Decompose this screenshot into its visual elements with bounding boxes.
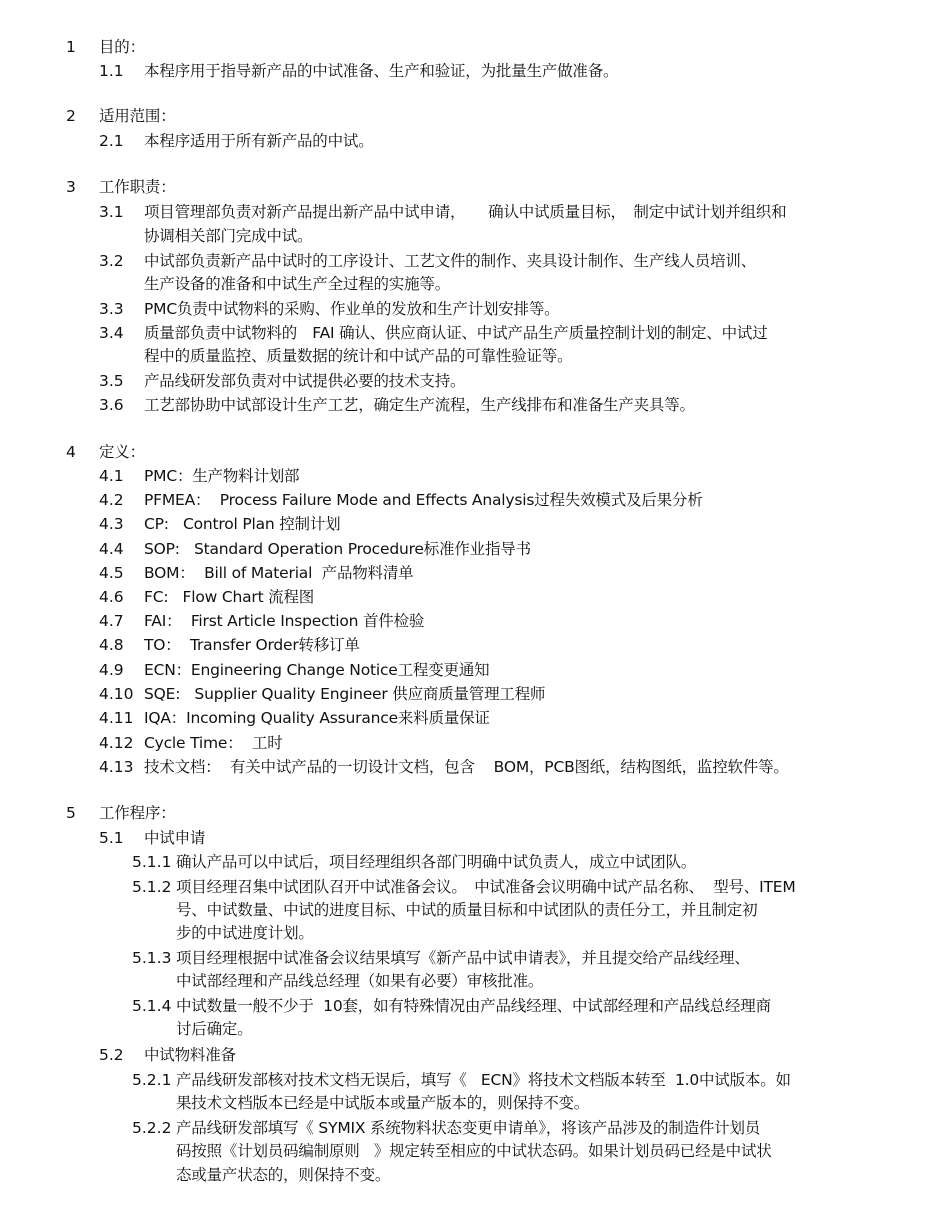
definition-text: PMC：生产物料计划部 (144, 467, 300, 485)
item-number: 5.1.1 (132, 853, 172, 871)
definition-text: SOP: Standard Operation Procedure标准作业指导书 (144, 540, 531, 558)
item-number: 1.1 (99, 62, 124, 80)
item-text: 生产设备的准备和中试生产全过程的实施等。 (144, 275, 451, 293)
section-number: 2 (66, 107, 76, 125)
item-text: 产品线研发部负责对中试提供必要的技术支持。 (144, 372, 466, 390)
item-text: 项目经理召集中试团队召开中试准备会议。 中试准备会议明确中试产品名称、 型号、ITEM (176, 878, 796, 896)
item-text: 中试数量一般不少于 10套，如有特殊情况由产品线经理、中试部经理和产品线总经理商 (176, 997, 771, 1015)
item-text: 码按照《计划员码编制原则 》规定转至相应的中试状态码。如果计划员码已经是中试状 (176, 1142, 772, 1160)
section-number: 1 (66, 38, 76, 56)
item-number: 3.5 (99, 372, 124, 390)
definition-number: 4.7 (99, 612, 124, 630)
definition-number: 4.5 (99, 564, 124, 582)
item-text: 确认产品可以中试后，项目经理组织各部门明确中试负责人，成立中试团队。 (176, 853, 697, 871)
item-text: 中试部经理和产品线总经理（如果有必要）审核批准。 (176, 972, 544, 990)
section-number: 5 (66, 804, 76, 822)
definition-number: 4.11 (99, 709, 134, 727)
item-text: 质量部负责中试物料的 FAI 确认、供应商认证、中试产品生产质量控制计划的制定、中试过 (144, 324, 768, 342)
definition-text: BOM： Bill of Material 产品物料清单 (144, 564, 414, 582)
subsection-title: 中试物料准备 (144, 1046, 236, 1064)
definition-text: SQE: Supplier Quality Engineer 供应商质量管理工程师 (144, 685, 546, 703)
item-text: 协调相关部门完成中试。 (144, 227, 313, 245)
item-text: 产品线研发部核对技术文档无误后，填写《 ECN》将技术文档版本转至 1.0中试版本。如 (176, 1071, 791, 1089)
section-number: 4 (66, 443, 76, 461)
definition-text: PFMEA： Process Failure Mode and Effects Analysis过程失效模式及后果分析 (144, 491, 703, 509)
definition-number: 4.12 (99, 734, 134, 752)
item-text: 讨后确定。 (176, 1020, 253, 1038)
section-title: 定义： (99, 443, 145, 461)
item-number: 3.2 (99, 252, 124, 270)
subsection-number: 5.1 (99, 829, 124, 847)
item-number: 3.6 (99, 396, 124, 414)
definition-number: 4.4 (99, 540, 124, 558)
item-text: 号、中试数量、中试的进度目标、中试的质量目标和中试团队的责任分工，并且制定初 (176, 901, 758, 919)
definition-number: 4.1 (99, 467, 124, 485)
item-text: PMC负责中试物料的采购、作业单的发放和生产计划安排等。 (144, 300, 560, 318)
item-text: 步的中试进度计划。 (176, 924, 314, 942)
item-number: 3.1 (99, 203, 124, 221)
item-text: 果技术文档版本已经是中试版本或量产版本的，则保持不变。 (176, 1094, 590, 1112)
item-text: 程中的质量监控、质量数据的统计和中试产品的可靠性验证等。 (144, 347, 573, 365)
section-title: 目的： (99, 38, 145, 56)
section-number: 3 (66, 178, 76, 196)
subsection-title: 中试申请 (144, 829, 206, 847)
item-text: 项目经理根据中试准备会议结果填写《新产品中试申请表》，并且提交给产品线经理、 (176, 949, 750, 967)
item-text: 工艺部协助中试部设计生产工艺，确定生产流程，生产线排布和准备生产夹具等。 (144, 396, 695, 414)
section-title: 适用范围： (99, 107, 176, 125)
section-title: 工作程序： (99, 804, 176, 822)
item-number: 3.3 (99, 300, 124, 318)
definition-text: IQA：Incoming Quality Assurance来料质量保证 (144, 709, 490, 727)
subsection-number: 5.2 (99, 1046, 124, 1064)
item-text: 本程序用于指导新产品的中试准备、生产和验证，为批量生产做准备。 (144, 62, 619, 80)
definition-number: 4.13 (99, 758, 134, 776)
item-text: 中试部负责新产品中试时的工序设计、工艺文件的制作、夹具设计制作、生产线人员培训、 (144, 252, 757, 270)
definition-number: 4.9 (99, 661, 124, 679)
definition-number: 4.6 (99, 588, 124, 606)
section-title: 工作职责： (99, 178, 176, 196)
definition-text: 技术文档： 有关中试产品的一切设计文档，包含 BOM，PCB图纸，结构图纸，监控软件等。 (144, 758, 789, 776)
definition-text: TO： Transfer Order转移订单 (144, 636, 360, 654)
item-number: 2.1 (99, 132, 124, 150)
item-text: 产品线研发部填写《 SYMIX 系统物料状态变更申请单》，将该产品涉及的制造件计划员 (176, 1119, 761, 1137)
item-number: 5.2.2 (132, 1119, 172, 1137)
definition-number: 4.3 (99, 515, 124, 533)
definition-text: FAI： First Article Inspection 首件检验 (144, 612, 425, 630)
item-number: 3.4 (99, 324, 124, 342)
definition-text: FC: Flow Chart 流程图 (144, 588, 315, 606)
definition-number: 4.10 (99, 685, 134, 703)
item-number: 5.1.3 (132, 949, 172, 967)
item-number: 5.1.4 (132, 997, 172, 1015)
definition-text: Cycle Time： 工时 (144, 734, 283, 752)
item-number: 5.1.2 (132, 878, 172, 896)
definition-text: ECN：Engineering Change Notice工程变更通知 (144, 661, 490, 679)
item-number: 5.2.1 (132, 1071, 172, 1089)
item-text: 项目管理部负责对新产品提出新产品中试申请， 确认中试质量目标， 制定中试计划并组织和 (144, 203, 787, 221)
definition-number: 4.8 (99, 636, 124, 654)
item-text: 态或量产状态的，则保持不变。 (176, 1166, 391, 1184)
definition-number: 4.2 (99, 491, 124, 509)
item-text: 本程序适用于所有新产品的中试。 (144, 132, 374, 150)
definition-text: CP: Control Plan 控制计划 (144, 515, 341, 533)
